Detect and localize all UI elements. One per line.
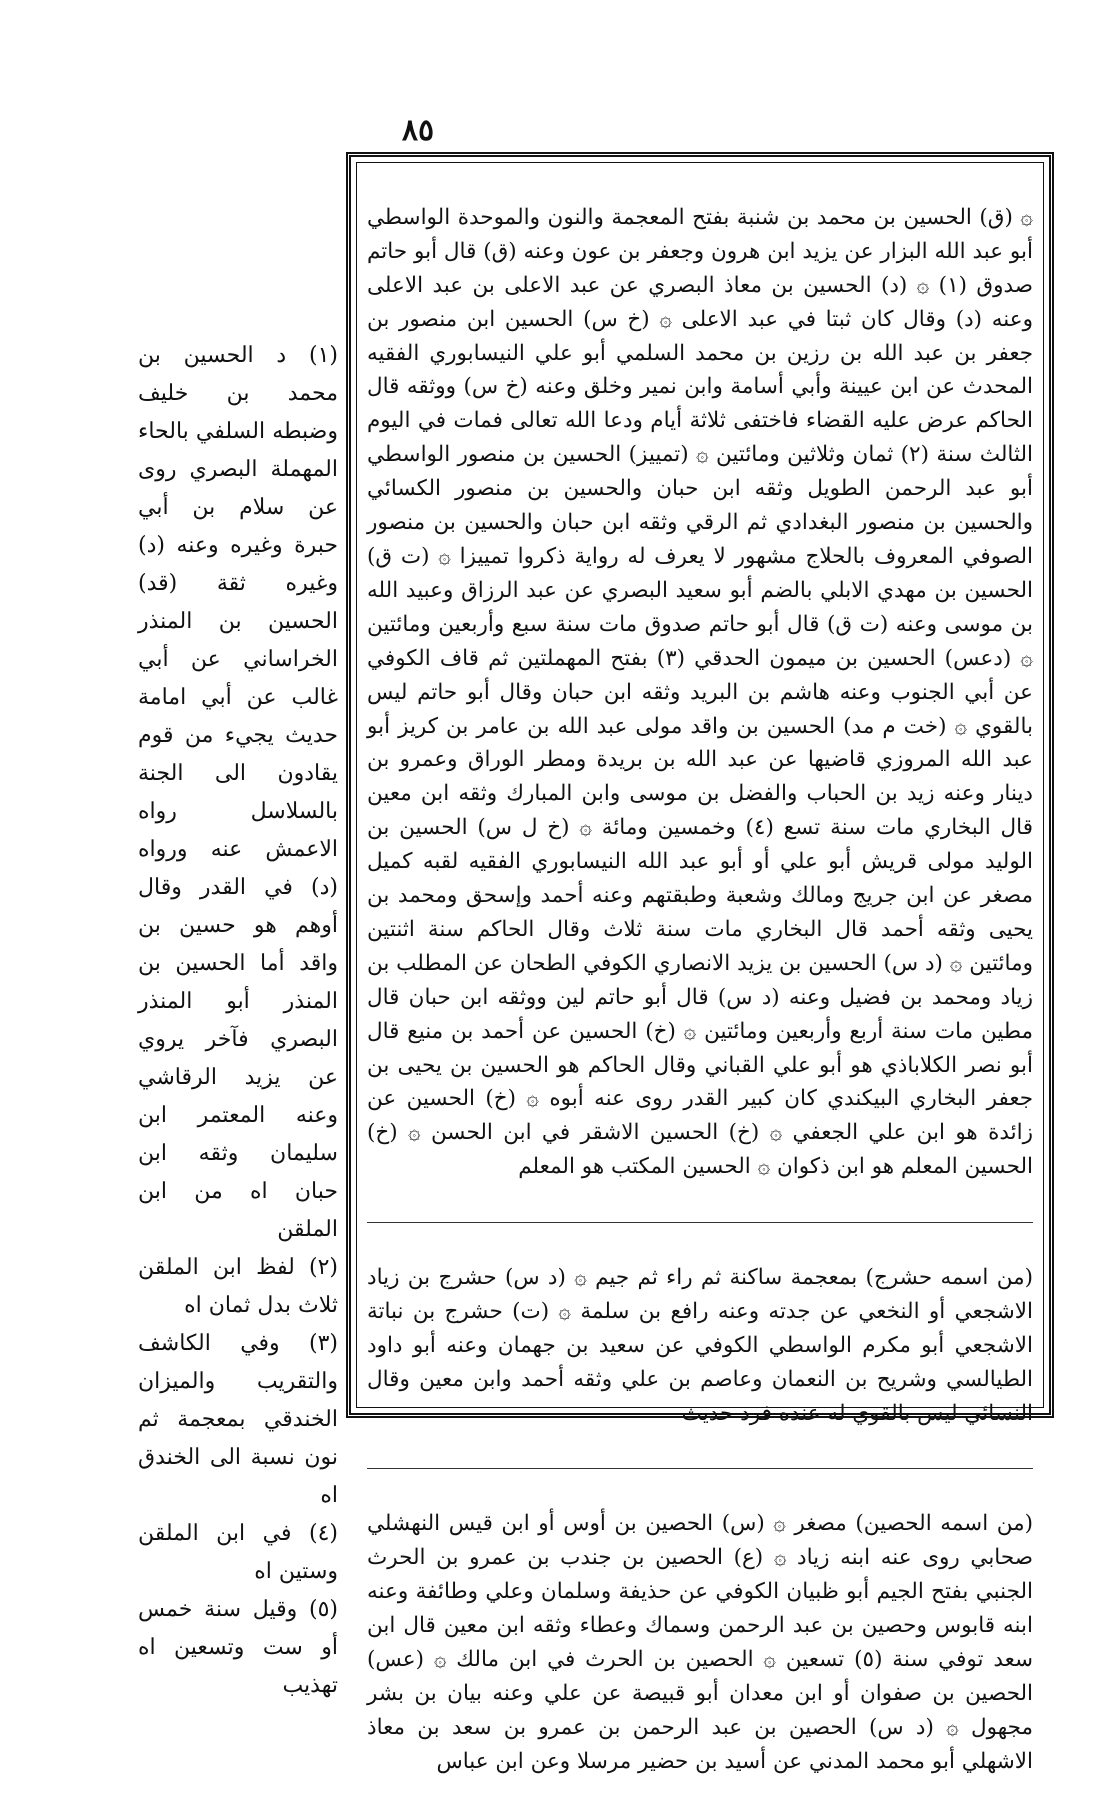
margin-footnotes: (١) د الحسين بن محمد بن خليف وضبطه السلفي بالحاء المهملة البصري روى عن سلام بن أبي حبرة وغيره وعنه (د) وغيره ثقة (قد) الحسين بن المنذر الخراساني عن أبي غالب عن أبي امامة حديث يجيء من قوم يقادون الى الجنة بالسلاسل رواه الاعمش عنه ورواه (د) في القدر وقال أوهم هو حسين بن واقد أما الحسين بن المنذر أبو المنذر البصري فآخر يروي عن يزيد الرقاشي وعنه المعتمر ابن سليمان وثقه ابن حبان اه من ابن الملقن (٢) لفظ ابن الملقن ثلاث بدل ثمان اه (٣) وفي الكاشف والتقريب والميزان الخندقي بمعجمة ثم نون نسبة الى الخندق اه (٤) في ابن الملقن وستين اه (٥) وقيل سنة خمس أو ست وتسعين اه تهذيب (138, 343, 338, 1698)
main-text (367, 167, 1033, 1813)
main-text-frame (346, 152, 1054, 1774)
section-divider (367, 1468, 1033, 1469)
main-text-block-1: ۞ (ق) الحسين بن محمد بن شنبة بفتح المعجمة والنون والموحدة الواسطي أبو عبد الله البزار عن يزيد ابن هرون وجعفر بن عون وعنه (ق) قال أبو حاتم صدوق (١) ۞ (د) الحسين بن معاذ البصري عن عبد الاعلى بن عبد الاعلى وعنه (د) وقال كان ثبتا في عبد الاعلى ۞ (خ س) الحسين ابن منصور بن جعفر بن عبد الله بن رزين بن محمد السلمي أبو علي النيسابوري الفقيه المحدث عن ابن عيينة وأبي أسامة وابن نمير وخلق وعنه (خ س) ووثقه قال الحاكم عرض عليه القضاء فاختفى ثلاثة أيام ودعا الله تعالى فمات في اليوم الثالث سنة (٢) ثمان وثلاثين ومائتين ۞ (تمييز) الحسين بن منصور الواسطي أبو عبد الرحمن الطويل وثقه ابن حبان والحسين بن منصور الكسائي والحسين بن منصور البغدادي ثم الرقي وثقه ابن حبان والحسين بن منصور الصوفي المعروف بالحلاج مشهور لا يعرف له رواية ذكروا تمييزا ۞ (ت ق) الحسين بن مهدي الابلي بالضم أبو سعيد البصري عن عبد الرزاق وعبيد الله بن موسى وعنه (ت ق) قال أبو حاتم صدوق مات سنة سبع وأربعين ومائتين ۞ (دعس) الحسين بن ميمون الحدقي (٣) بفتح المهملتين ثم قاف الكوفي عن أبي الجنوب وعنه هاشم بن البريد وثقه ابن حبان وقال أبو حاتم ليس بالقوي ۞ (خت م مد) الحسين بن واقد مولى عبد الله بن عامر بن كريز أبو عبد الله المروزي قاضيها عن عبد الله بن بريدة ومطر الوراق وعمرو بن دينار وعنه زيد بن الحباب والفضل بن موسى وابن المبارك وثقه ابن معين قال البخاري مات سنة تسع (٤) وخمسين ومائة ۞ (خ ل س) الحسين بن الوليد مولى قريش أبو علي أو أبو عبد الله النيسابوري الفقيه لقبه كميل مصغر عن ابن جريج ومالك وشعبة وطبقتهم وعنه أحمد وإسحق ومحمد بن يحيى وثقه أحمد قال البخاري مات سنة ثلاث وقال الحاكم سنة اثنتين ومائتين ۞ (د س) الحسين بن يزيد الانصاري الكوفي الطحان عن المطلب بن زياد ومحمد بن فضيل وعنه (د س) قال أبو حاتم لين ووثقه ابن حبان قال مطين مات سنة أربع وأربعين ومائتين ۞ (خ) الحسين عن أحمد بن منيع قال أبو نصر الكلاباذي هو أبو علي القباني وقال الحاكم هو الحسين بن يحيى بن جعفر البخاري البيكندي كان كبير القدر روى عنه أبوه ۞ (خ) الحسين عن زائدة هو ابن علي الجعفي ۞ (خ) الحسين الاشقر في ابن الحسن ۞ (خ) الحسين المعلم هو ابن ذكوان ۞ الحسين المكتب هو المعلم (367, 204, 1034, 1180)
page-number: ٨٥ (401, 113, 435, 148)
main-text-block-2: (من اسمه حشرج) بمعجمة ساكنة ثم راء ثم جيم ۞ (د س) حشرج بن زياد الاشجعي أو النخعي عن جدته وعنه رافع بن سلمة ۞ (ت) حشرج بن نباتة الاشجعي أبو مكرم الواسطي الكوفي عن سعيد بن جهمان وعنه أبو داود الطيالسي وشريح بن النعمان وعاصم بن علي وثقه أحمد وابن معين وقال النسائي ليس بالقوي له عنده فرد حديث (367, 1265, 1033, 1426)
section-divider (367, 1222, 1033, 1223)
main-text-block-3: (من اسمه الحصين) مصغر ۞ (س) الحصين بن أوس أو ابن قيس النهشلي صحابي روى عنه ابنه زياد ۞ (ع) الحصين بن جندب بن عمرو بن الحرث الجنبي بفتح الجيم أبو ظبيان الكوفي عن حذيفة وسلمان وعلي وطائفة وعنه ابنه قابوس وحصين بن عبد الرحمن وسماك وعطاء وثقه ابن معين قال ابن سعد توفي سنة (٥) تسعين ۞ الحصين بن الحرث في ابن مالك ۞ (عس) الحصين بن صفوان أو ابن معدان أبو قبيصة عن علي وعنه بيان بن بشر مجهول ۞ (د س) الحصين بن عبد الرحمن بن عمرو بن سعد بن معاذ الاشهلي أبو محمد المدني عن أسيد بن حضير مرسلا وعن ابن عباس (367, 1511, 1033, 1774)
